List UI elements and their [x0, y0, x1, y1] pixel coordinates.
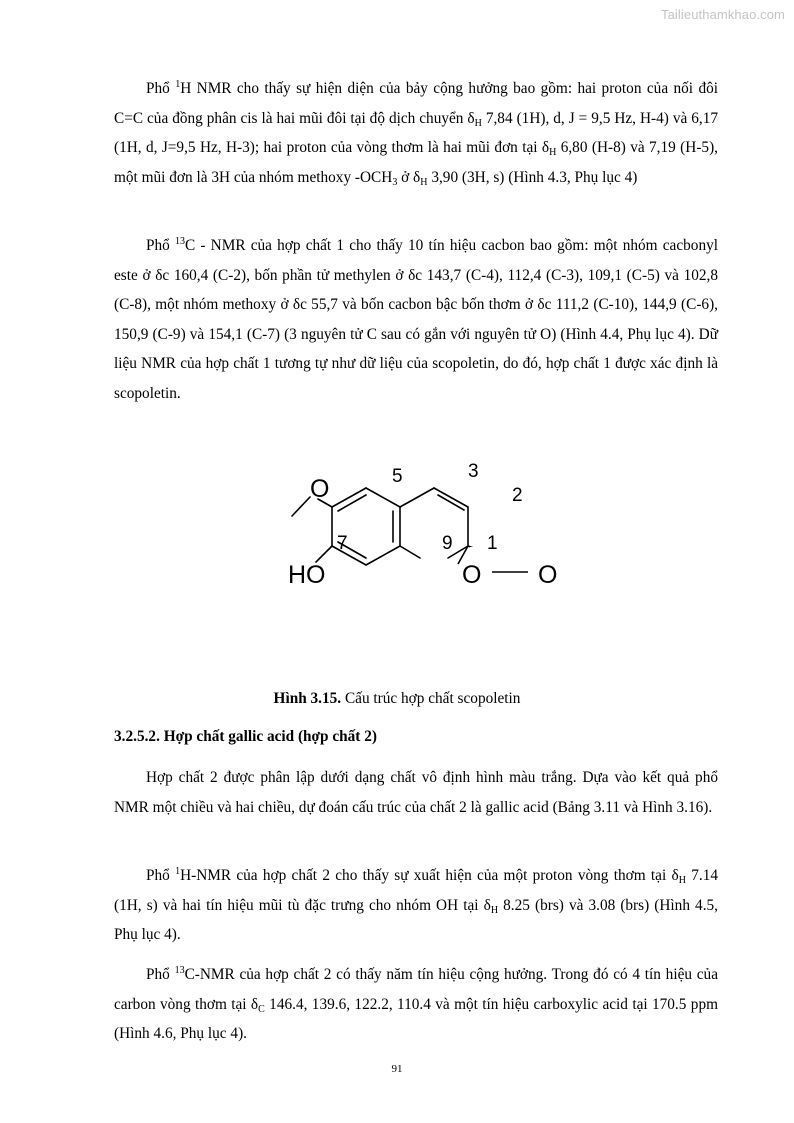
bond — [316, 546, 332, 562]
subscript: H — [474, 117, 482, 129]
subscript: H — [420, 176, 428, 188]
text-run: 8.25 (brs) và 3.08 (brs) (Hình 4.5, Phụ lục 4). — [114, 896, 719, 944]
figure-caption — [0, 690, 794, 708]
text-run: 6,80 (H-8) và 7,19 (H-5), một mũi đơn là 3H của nhóm methoxy -OCH — [114, 139, 718, 186]
text-run: Phổ — [146, 80, 176, 97]
subscript: H — [678, 875, 686, 886]
double-bond-inner — [338, 495, 366, 511]
bond — [400, 546, 420, 558]
text-run: 7.14 (1H, s) và hai tín hiệu mũi tù đặc trưng cho nhóm OH tại δ — [114, 867, 718, 914]
superscript: 1 — [175, 79, 181, 90]
paragraph-1h-nmr-scopoletin — [114, 74, 718, 192]
atom-label-methoxy-o: O — [310, 475, 330, 503]
paragraph-1h-nmr-gallic-acid — [114, 861, 718, 950]
text-run: Hợp chất 2 được phân lập dưới dạng chất vô định hình màu trắng. Dựa vào kết quả phổ NMR một chiều và hai chiều, dự đoán cấu trúc của chất 2 là gallic acid (Bảng 3.11 và Hình 3.16). — [114, 769, 718, 816]
atom-number-7: 7 — [337, 533, 348, 554]
text-run: Phổ — [146, 966, 175, 983]
subscript: C — [258, 1003, 265, 1015]
bond — [292, 497, 310, 516]
paragraph-13c-nmr-gallic-acid — [114, 960, 718, 1049]
bond — [366, 488, 400, 507]
atom-number-1: 1 — [487, 533, 498, 554]
text-run: 3,90 (3H, s) (Hình 4.3, Phụ lục 4) — [427, 168, 638, 186]
superscript: 1 — [175, 866, 181, 877]
text-run: 146.4, 139.6, 122.2, 110.4 và một tín hiệu carboxylic acid tại 170.5 ppm (Hình 4.6, Phụ lục 4). — [114, 995, 718, 1043]
superscript: 13 — [175, 236, 185, 247]
atom-number-9: 9 — [442, 533, 453, 554]
bond — [366, 546, 400, 565]
section-heading: 3.2.5.2. Hợp chất gallic acid (hợp chất 2) — [114, 728, 377, 745]
atom-number-5: 5 — [392, 466, 403, 487]
page-number: 91 — [391, 1063, 403, 1075]
paragraph-13c-nmr-scopoletin — [114, 231, 718, 409]
atom-label-ring-o: O — [462, 561, 482, 589]
bond — [400, 488, 434, 507]
scopoletin-structure-figure — [280, 452, 570, 602]
text-run: 7,84 (1H), d, J = 9,5 Hz, H-4) và 6,17 (1H, d, J=9,5 Hz, H-3); hai proton của vòng thơm là hai mũi đơn tại δ — [114, 109, 718, 157]
text-run: C - NMR của hợp chất 1 cho thấy 10 tín hiệu cacbon bao gồm: một nhóm cacbonyl este ở δc 160,4 (C-2), bốn phần tử methylen ở δc 143,7 (C-4), 112,4 (C-3), 109,1 (C-5) và 102,8 (C-8), một nhóm methoxy ở δc 55,7 và bốn cacbon bậc bốn thơm ở δc 111,2 (C-10), 144,9 (C-6), 150,9 (C-9) và 154,1 (C-7) (3 nguyên tử C sau có gắn với nguyên tử O) (Hình 4.4, Phụ lục 4). Dữ liệu NMR của hợp chất 1 tương tự như dữ liệu của scopoletin, do đó, hợp chất 1 được xác định là scopoletin. — [114, 237, 718, 402]
atom-label-hydroxyl: HO — [288, 561, 326, 589]
scopoletin-structure-drawing — [280, 452, 570, 602]
caption-label: Hình 3.15. — [273, 690, 342, 707]
atom-label-carbonyl-o: O — [538, 561, 558, 589]
text-run: C-NMR của hợp chất 2 có thấy năm tín hiệu cộng hưởng. Trong đó có 4 tín hiệu của carbon vòng thơm tại δ — [114, 966, 718, 1013]
text-run: Phổ — [146, 867, 176, 884]
caption-text: Cấu trúc hợp chất scopoletin — [341, 690, 521, 707]
text-run: H NMR cho thấy sự hiện diện của bảy cộng hưởng bao gồm: hai proton của nối đôi C=C của đồng phân cis là hai mũi đôi tại độ dịch chuyển δ — [114, 80, 718, 127]
superscript: 13 — [174, 965, 185, 976]
text-run: H-NMR của hợp chất 2 cho thấy sự xuất hiện của một proton vòng thơm tại δ — [180, 867, 679, 884]
bond — [434, 488, 468, 507]
paragraph-compound-2-intro — [114, 763, 718, 822]
text-run: Phổ — [146, 237, 175, 254]
subscript: H — [490, 904, 499, 916]
text-run: ở δ — [397, 168, 421, 186]
atom-number-3: 3 — [468, 461, 479, 482]
subscript: 3 — [392, 176, 398, 188]
subscript: H — [549, 147, 557, 159]
atom-number-2: 2 — [512, 485, 523, 506]
watermark: Tailieuthamkhao.com — [660, 7, 785, 22]
